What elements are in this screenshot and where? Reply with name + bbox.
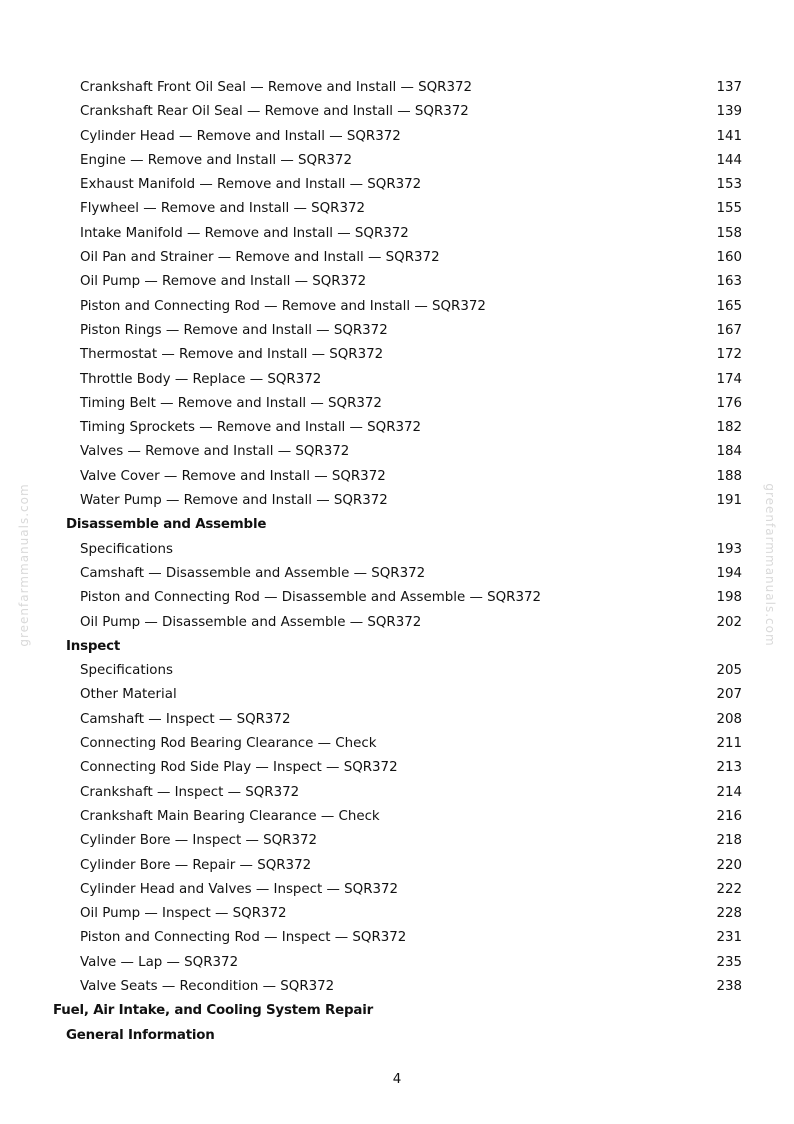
toc-entry-title: Timing Belt — Remove and Install — SQR372 [80, 395, 382, 411]
toc-entry-page: 214 [716, 784, 742, 800]
toc-entry-page: 194 [716, 565, 742, 581]
toc-entry-page: 155 [716, 201, 742, 217]
toc-entry-page: 222 [716, 881, 742, 897]
toc-section-heading[interactable] [0, 1024, 794, 1048]
toc-entry[interactable] [0, 125, 794, 149]
toc-entry[interactable] [0, 975, 794, 999]
toc-entry-page: 172 [716, 347, 742, 363]
toc-entry-title: Oil Pump — Disassemble and Assemble — SQR372 [80, 614, 422, 630]
toc-entry-title: Piston and Connecting Rod — Inspect — SQR372 [80, 930, 407, 946]
toc-entry-title: Thermostat — Remove and Install — SQR372 [80, 347, 384, 363]
toc-entry[interactable] [0, 708, 794, 732]
toc-entry[interactable] [0, 829, 794, 853]
toc-entry[interactable] [0, 270, 794, 294]
toc-entry-title: General Information [66, 1027, 215, 1043]
toc-entry-page: 141 [716, 128, 742, 144]
toc-entry-page: 137 [716, 80, 742, 95]
toc-entry-page: 144 [716, 152, 742, 168]
toc-entry-page: 184 [716, 444, 742, 460]
toc-entry-title: Inspect [66, 638, 121, 654]
toc-entry-page: 158 [716, 225, 742, 241]
toc-entry-title: Water Pump — Remove and Install — SQR372 [80, 493, 388, 509]
toc-entry-title: Crankshaft — Inspect — SQR372 [80, 784, 300, 800]
toc-entry-title: Piston Rings — Remove and Install — SQR372 [80, 322, 388, 338]
toc-entry[interactable] [0, 416, 794, 440]
toc-entry-title: Connecting Rod Bearing Clearance — Check [80, 736, 377, 752]
toc-entry-page: 202 [716, 614, 742, 630]
toc-entry-title: Valve Seats — Recondition — SQR372 [80, 978, 335, 994]
toc-entry-title: Oil Pump — Inspect — SQR372 [80, 906, 287, 922]
toc-entry-page: 163 [716, 274, 742, 290]
toc-entry-title: Other Material [80, 687, 177, 703]
toc-entry-title: Crankshaft Main Bearing Clearance — Check [80, 808, 380, 824]
toc-entry-page: 167 [716, 322, 742, 338]
toc-entry-page: 160 [716, 250, 742, 266]
toc-entry[interactable] [0, 878, 794, 902]
toc-entry[interactable] [0, 926, 794, 950]
toc-entry-page: 218 [716, 833, 742, 849]
page-number: 4 [392, 1072, 402, 1087]
toc-entry[interactable] [0, 368, 794, 392]
toc-entry-title: Exhaust Manifold — Remove and Install — SQR372 [80, 177, 422, 193]
toc-entry-title: Crankshaft Rear Oil Seal — Remove and Install — SQR372 [80, 104, 469, 120]
toc-entry-title: Piston and Connecting Rod — Disassemble and Assemble — SQR372 [80, 590, 542, 606]
toc-entry-title: Flywheel — Remove and Install — SQR372 [80, 201, 366, 217]
toc-entry-title: Fuel, Air Intake, and Cooling System Repair [53, 1003, 374, 1019]
toc-entry[interactable] [0, 586, 794, 610]
toc-entry[interactable] [0, 100, 794, 124]
toc-entry-title: Valves — Remove and Install — SQR372 [80, 444, 350, 460]
toc-entry-title: Camshaft — Inspect — SQR372 [80, 711, 291, 727]
toc-entry-title: Intake Manifold — Remove and Install — SQR372 [80, 225, 409, 241]
toc-entry-title: Specifications [80, 663, 173, 679]
toc-entry[interactable] [0, 222, 794, 246]
toc-entry-page: 208 [716, 711, 742, 727]
toc-entry-title: Connecting Rod Side Play — Inspect — SQR372 [80, 760, 398, 776]
toc-entry[interactable] [0, 465, 794, 489]
toc-entry-title: Throttle Body — Replace — SQR372 [80, 371, 322, 387]
toc-entry[interactable] [0, 659, 794, 683]
toc-entry-page: 165 [716, 298, 742, 314]
toc-entry[interactable] [0, 440, 794, 464]
toc-entry-title: Cylinder Head and Valves — Inspect — SQR372 [80, 881, 399, 897]
toc-section-heading[interactable] [0, 635, 794, 659]
watermark-left: greenfarmmanuals.com [17, 483, 31, 647]
toc-entry-title: Piston and Connecting Rod — Remove and Install — SQR372 [80, 298, 486, 314]
toc-entry-page: 193 [716, 541, 742, 557]
toc-entry-title: Specifications [80, 541, 173, 557]
toc-entry-title: Engine — Remove and Install — SQR372 [80, 152, 352, 168]
toc-entry-page: 205 [716, 663, 742, 679]
toc-entry-page: 228 [716, 906, 742, 922]
toc-section-heading[interactable] [0, 999, 794, 1023]
toc-entry-page: 191 [716, 493, 742, 509]
toc-entry-title: Oil Pan and Strainer — Remove and Install — SQR372 [80, 250, 440, 266]
toc-entry[interactable] [0, 392, 794, 416]
toc-entry[interactable] [0, 197, 794, 221]
toc-entry-title: Cylinder Bore — Inspect — SQR372 [80, 833, 318, 849]
toc-entry-page: 188 [716, 468, 742, 484]
toc-entry-title: Valve Cover — Remove and Install — SQR372 [80, 468, 386, 484]
toc-entry-page: 182 [716, 420, 742, 436]
toc-entry-title: Camshaft — Disassemble and Assemble — SQR372 [80, 565, 426, 581]
toc-entry-page: 211 [716, 736, 742, 752]
toc-entry[interactable] [0, 149, 794, 173]
toc-entry[interactable] [0, 319, 794, 343]
toc-entry-page: 139 [716, 104, 742, 120]
toc-entry-page: 220 [716, 857, 742, 873]
toc-entry[interactable] [0, 538, 794, 562]
toc-entry[interactable] [0, 489, 794, 513]
toc-entry[interactable] [0, 76, 794, 100]
table-of-contents [0, 76, 794, 1048]
toc-entry-page: 235 [716, 954, 742, 970]
toc-entry-page: 207 [716, 687, 742, 703]
toc-entry[interactable] [0, 246, 794, 270]
toc-entry-page: 238 [716, 978, 742, 994]
toc-entry[interactable] [0, 805, 794, 829]
toc-entry-title: Valve — Lap — SQR372 [80, 954, 239, 970]
toc-entry-page: 153 [716, 177, 742, 193]
toc-entry-title: Timing Sprockets — Remove and Install — SQR372 [80, 420, 422, 436]
toc-entry-title: Disassemble and Assemble [66, 517, 267, 533]
toc-entry[interactable] [0, 781, 794, 805]
toc-entry-title: Cylinder Bore — Repair — SQR372 [80, 857, 312, 873]
toc-entry[interactable] [0, 854, 794, 878]
toc-entry-title: Crankshaft Front Oil Seal — Remove and Install — SQR372 [80, 80, 473, 95]
toc-section-heading[interactable] [0, 513, 794, 537]
toc-entry[interactable] [0, 732, 794, 756]
toc-entry[interactable] [0, 683, 794, 707]
toc-entry-page: 198 [716, 590, 742, 606]
watermark-right: greenfarmmanuals.com [763, 483, 777, 647]
toc-entry[interactable] [0, 951, 794, 975]
toc-entry-title: Cylinder Head — Remove and Install — SQR372 [80, 128, 401, 144]
toc-entry[interactable] [0, 295, 794, 319]
toc-entry[interactable] [0, 756, 794, 780]
toc-entry-page: 231 [716, 930, 742, 946]
toc-entry-title: Oil Pump — Remove and Install — SQR372 [80, 274, 367, 290]
toc-entry[interactable] [0, 902, 794, 926]
toc-entry[interactable] [0, 611, 794, 635]
toc-entry[interactable] [0, 562, 794, 586]
toc-entry-page: 174 [716, 371, 742, 387]
toc-entry-page: 213 [716, 760, 742, 776]
toc-entry[interactable] [0, 173, 794, 197]
toc-entry-page: 216 [716, 808, 742, 824]
toc-entry-page: 176 [716, 395, 742, 411]
toc-entry[interactable] [0, 343, 794, 367]
